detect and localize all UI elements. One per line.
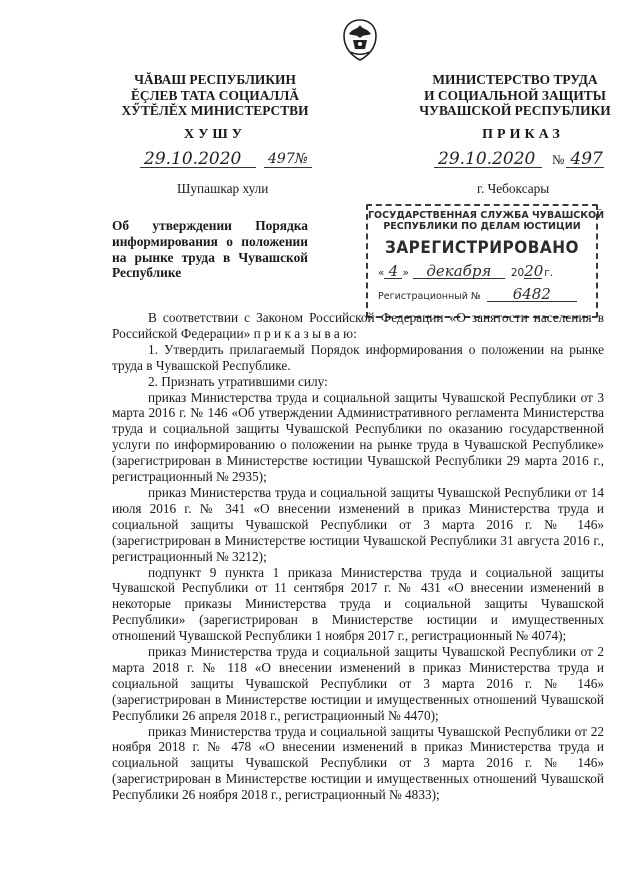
right-header-line: ЧУВАШСКОЙ РЕСПУБЛИКИ: [419, 103, 611, 118]
left-header: [105, 72, 325, 119]
body-paragraph: 1. Утвердить прилагаемый Порядок информирования о положении на рынке труда в Чувашской Республике.: [112, 341, 604, 373]
stamp-reg-label: Регистрационный №: [378, 291, 481, 302]
body-paragraph: приказ Министерства труда и социальной защиты Чувашской Республики от 3 марта 2016 г. № 146 «Об утверждении Административного регламента Министерства труда и социальной защиты Чувашской Республики по оказанию государственной услуги по информированию о положении на рынке труда в Чувашской Республике» (зарегистрирован в Министерстве юстиции Чувашской Республики 29 марта 2016 г., регистрационный № 2935);: [112, 389, 604, 485]
stamp-line-1: ГОСУДАРСТВЕННАЯ СЛУЖБА ЧУВАШСКОЙ: [368, 210, 605, 221]
stamp-registered: ЗАРЕГИСТРИРОВАНО: [384, 238, 580, 258]
registration-stamp: [366, 204, 605, 318]
left-place: Шупашкар хули: [177, 181, 269, 196]
left-doc-type: ХУШУ: [183, 127, 247, 142]
right-place: г. Чебоксары: [477, 181, 550, 196]
left-date-line: [140, 151, 312, 168]
coat-of-arms-emblem: [340, 18, 380, 62]
stamp-day: 4: [384, 264, 402, 279]
body-paragraph: приказ Министерства труда и социальной защиты Чувашской Республики от 14 июля 2016 г. № 341 «О внесении изменений в приказ Министерства труда и социальной защиты Чувашской Республики от 3 марта 2016 г. № 146» (зарегистрирован в Министерстве юстиции Чувашской Республики 31 августа 2016 г., регистрационный № 3212);: [112, 484, 604, 564]
subject-line: на рынке труда в Чувашской: [112, 249, 308, 265]
left-header-line: ХӲТĔЛĔХ МИНИСТЕРСТВИ: [121, 103, 309, 118]
right-header-line: И СОЦИАЛЬНОЙ ЗАЩИТЫ: [424, 87, 606, 103]
left-number: 497№: [264, 151, 312, 168]
stamp-year-suffix: 20: [524, 262, 544, 280]
body-paragraph: приказ Министерства труда и социальной защиты Чувашской Республики от 22 ноября 2018 г. № 478 «О внесении изменений в приказ Министерства труда и социальной защиты Чувашской Республики от 3 марта 2016 г. № 146» (зарегистрирован в Министерстве юстиции и имущественных отношений Чувашской Республики 26 ноября 2018 г., регистрационный № 4833);: [112, 723, 604, 803]
subject-line: Об утверждении Порядка: [112, 218, 308, 233]
right-doc-type: ПРИКАЗ: [482, 127, 564, 142]
stamp-date-line: « 4 » декабря 20 20 г.: [378, 262, 554, 280]
right-date: 29.10.2020: [434, 151, 542, 168]
right-header: [405, 72, 625, 119]
subject-line: информирования о положении: [112, 233, 308, 249]
right-date-line: [434, 151, 604, 168]
right-number: 497: [566, 151, 604, 168]
stamp-line-2: РЕСПУБЛИКИ ПО ДЕЛАМ ЮСТИЦИИ: [383, 221, 581, 232]
body-paragraph: 2. Признать утратившими силу:: [148, 373, 328, 389]
stamp-reg-number: 6482: [487, 287, 577, 302]
subject-line: Республике: [112, 265, 182, 281]
stamp-month: декабря: [413, 264, 505, 279]
right-header-line: МИНИСТЕРСТВО ТРУДА: [432, 72, 598, 87]
body-paragraph: подпункт 9 пункта 1 приказа Министерства труда и социальной защиты Чувашской Республики от 11 сентября 2017 г. № 431 «О внесении изменений в некоторые приказы Министерства труда и социальной защиты Чувашской Республики» (зарегистрирован в Министерстве юстиции и имущественных отношений Чувашской Республики 1 ноября 2017 г., регистрационный № 4074);: [112, 564, 604, 644]
body-paragraph: приказ Министерства труда и социальной защиты Чувашской Республики от 2 марта 2018 г. № 118 «О внесении изменений в приказ Министерства труда и социальной защиты Чувашской Республики от 3 марта 2016 г. № 146» (зарегистрирован в Министерстве юстиции и имущественных отношений Чувашской Республики 26 апреля 2018 г., регистрационный № 4470);: [112, 644, 604, 723]
left-header-line: ĔÇЛЕВ ТАТА СОЦИАЛЛĂ: [130, 87, 300, 103]
document-subject: [112, 218, 308, 281]
stamp-reg-line: [378, 287, 596, 302]
left-date: 29.10.2020: [140, 151, 256, 168]
body-paragraph: В соответствии с Законом Российской Федерации «О занятости населения в Российской Федерации» п р и к а з ы в а ю:: [112, 310, 604, 341]
number-sign: №: [552, 152, 565, 167]
stamp-year-prefix: 20: [510, 267, 525, 279]
stamp-year-label: г.: [544, 267, 554, 279]
left-header-line: ЧĂВАШ РЕСПУБЛИКИН: [134, 72, 296, 87]
document-body: [112, 310, 604, 803]
